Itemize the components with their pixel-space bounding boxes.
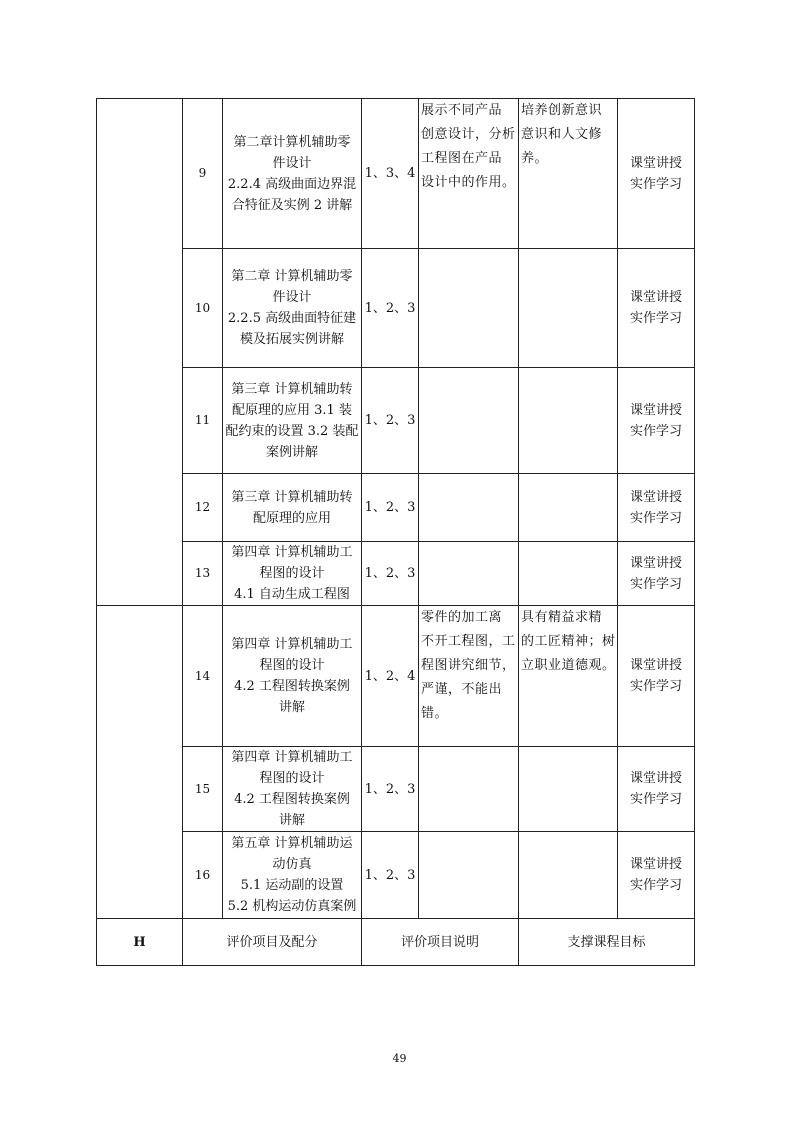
table-row xyxy=(97,99,695,249)
values-line: 养。 xyxy=(521,151,549,166)
table-row xyxy=(97,747,695,832)
values-cell xyxy=(519,99,618,249)
evaluation-header-row xyxy=(97,919,695,966)
topic-cell xyxy=(223,832,362,919)
method-line: 实作学习 xyxy=(629,576,682,592)
week-number: 13 xyxy=(183,542,223,606)
ideology-cell xyxy=(419,249,519,368)
topic-line: 4.2 工程图转换案例 xyxy=(234,679,350,694)
method-line: 实作学习 xyxy=(629,423,682,439)
course-schedule-table xyxy=(96,98,695,966)
method-cell xyxy=(618,99,695,249)
week-number: 10 xyxy=(183,249,223,368)
ideology-line: 零件的加工离 xyxy=(421,610,503,625)
ideology-line: 设计中的作用。 xyxy=(421,175,516,190)
values-line: 培养创新意识 xyxy=(521,103,603,118)
values-cell xyxy=(519,474,618,542)
values-line: 立职业道德观。 xyxy=(521,658,616,673)
eval-desc-header: 评价项目说明 xyxy=(362,919,519,966)
topic-line: 2.2.4 高级曲面边界混 xyxy=(227,176,357,192)
goals-cell: 1、3、4 xyxy=(362,99,419,249)
ideology-line: 不开工程图，工 xyxy=(421,634,516,649)
values-line: 的工匠精神；树 xyxy=(521,634,616,649)
table-row xyxy=(97,474,695,542)
ideology-cell xyxy=(419,474,519,542)
h-label: H xyxy=(97,919,183,966)
topic-line: 配原理的应用 3.1 装 xyxy=(232,402,352,418)
topic-cell xyxy=(223,474,362,542)
method-line: 课堂讲授 xyxy=(629,489,682,505)
method-line: 实作学习 xyxy=(629,792,682,807)
method-line: 实作学习 xyxy=(629,311,682,326)
method-line: 课堂讲授 xyxy=(629,658,682,673)
topic-line: 程图的设计 xyxy=(259,771,325,786)
values-cell xyxy=(519,606,618,747)
method-cell xyxy=(618,368,695,474)
topic-cell xyxy=(223,747,362,832)
goals-cell: 1、2、3 xyxy=(362,368,419,474)
topic-line: 配原理的应用 xyxy=(252,510,331,526)
topic-line: 5.1 运动副的设置 xyxy=(240,878,344,893)
table-row xyxy=(97,606,695,747)
topic-line: 程图的设计 xyxy=(259,566,325,581)
topic-line: 合特征及实例 2 讲解 xyxy=(231,197,353,213)
topic-cell xyxy=(223,99,362,249)
ideology-cell xyxy=(419,542,519,606)
method-cell xyxy=(618,249,695,368)
week-number: 16 xyxy=(183,832,223,919)
method-line: 实作学习 xyxy=(629,510,682,526)
topic-line: 第二章 计算机辅助零 xyxy=(231,269,353,284)
values-line: 具有精益求精 xyxy=(521,610,603,625)
page-number: 49 xyxy=(392,1052,407,1065)
ideology-cell xyxy=(419,368,519,474)
topic-line: 件设计 xyxy=(272,155,312,171)
values-cell xyxy=(519,249,618,368)
method-line: 实作学习 xyxy=(629,878,682,893)
values-cell xyxy=(519,368,618,474)
method-cell xyxy=(618,832,695,919)
support-goals-header: 支撑课程目标 xyxy=(519,919,695,966)
ideology-line: 展示不同产品 xyxy=(421,103,503,118)
eval-items-header: 评价项目及配分 xyxy=(183,919,362,966)
table-row xyxy=(97,249,695,368)
topic-line: 第二章计算机辅助零 xyxy=(233,134,351,150)
ideology-cell xyxy=(419,747,519,832)
ideology-line: 错。 xyxy=(421,706,449,721)
ideology-cell xyxy=(419,99,519,249)
topic-line: 讲解 xyxy=(278,813,305,828)
topic-line: 案例讲解 xyxy=(265,444,318,460)
method-line: 课堂讲授 xyxy=(629,555,682,571)
goals-cell: 1、2、4 xyxy=(362,606,419,747)
topic-line: 第五章 计算机辅助运 xyxy=(231,836,353,851)
ideology-cell xyxy=(419,832,519,919)
topic-line: 第四章 计算机辅助工 xyxy=(231,545,353,560)
table-row xyxy=(97,368,695,474)
topic-line: 模及拓展实例讲解 xyxy=(239,332,344,347)
blank-cell xyxy=(97,606,183,919)
topic-cell xyxy=(223,249,362,368)
method-line: 课堂讲授 xyxy=(629,290,682,305)
goals-cell: 1、2、3 xyxy=(362,747,419,832)
topic-line: 2.2.5 高级曲面特征建 xyxy=(227,311,357,326)
ideology-line: 程图讲究细节， xyxy=(421,658,516,673)
goals-cell: 1、2、3 xyxy=(362,832,419,919)
goals-cell: 1、2、3 xyxy=(362,249,419,368)
values-cell xyxy=(519,542,618,606)
topic-line: 第四章 计算机辅助工 xyxy=(231,750,353,765)
topic-line: 第三章 计算机辅助转 xyxy=(231,381,353,397)
method-line: 课堂讲授 xyxy=(629,402,682,418)
ideology-line: 创意设计，分析 xyxy=(421,127,516,142)
method-cell xyxy=(618,474,695,542)
topic-line: 4.2 工程图转换案例 xyxy=(234,792,350,807)
week-number: 11 xyxy=(183,368,223,474)
topic-cell xyxy=(223,542,362,606)
blank-cell xyxy=(97,99,183,606)
method-cell xyxy=(618,747,695,832)
topic-line: 件设计 xyxy=(272,290,312,305)
topic-line: 程图的设计 xyxy=(259,658,325,673)
week-number: 15 xyxy=(183,747,223,832)
ideology-line: 严谨，不能出 xyxy=(421,682,503,697)
goals-cell: 1、2、3 xyxy=(362,474,419,542)
topic-line: 第三章 计算机辅助转 xyxy=(231,489,353,505)
topic-line: 4.1 自动生成工程图 xyxy=(234,587,350,602)
values-cell xyxy=(519,747,618,832)
topic-cell xyxy=(223,606,362,747)
method-line: 课堂讲授 xyxy=(629,857,682,872)
topic-line: 讲解 xyxy=(278,700,305,715)
ideology-cell xyxy=(419,606,519,747)
method-line: 实作学习 xyxy=(629,176,682,192)
topic-line: 5.2 机构运动仿真案例 xyxy=(227,899,357,914)
week-number: 12 xyxy=(183,474,223,542)
goals-cell: 1、2、3 xyxy=(362,542,419,606)
method-cell xyxy=(618,606,695,747)
topic-line: 第四章 计算机辅助工 xyxy=(231,637,353,652)
method-line: 课堂讲授 xyxy=(629,155,682,171)
method-line: 实作学习 xyxy=(629,679,682,694)
ideology-line: 工程图在产品 xyxy=(421,151,503,166)
method-line: 课堂讲授 xyxy=(629,771,682,786)
method-cell xyxy=(618,542,695,606)
table-row xyxy=(97,832,695,919)
values-cell xyxy=(519,832,618,919)
topic-line: 动仿真 xyxy=(272,857,312,872)
topic-line: 配约束的设置 3.2 装配 xyxy=(225,423,359,439)
topic-cell xyxy=(223,368,362,474)
week-number: 9 xyxy=(183,99,223,249)
table-row xyxy=(97,542,695,606)
week-number: 14 xyxy=(183,606,223,747)
values-line: 意识和人文修 xyxy=(521,127,603,142)
